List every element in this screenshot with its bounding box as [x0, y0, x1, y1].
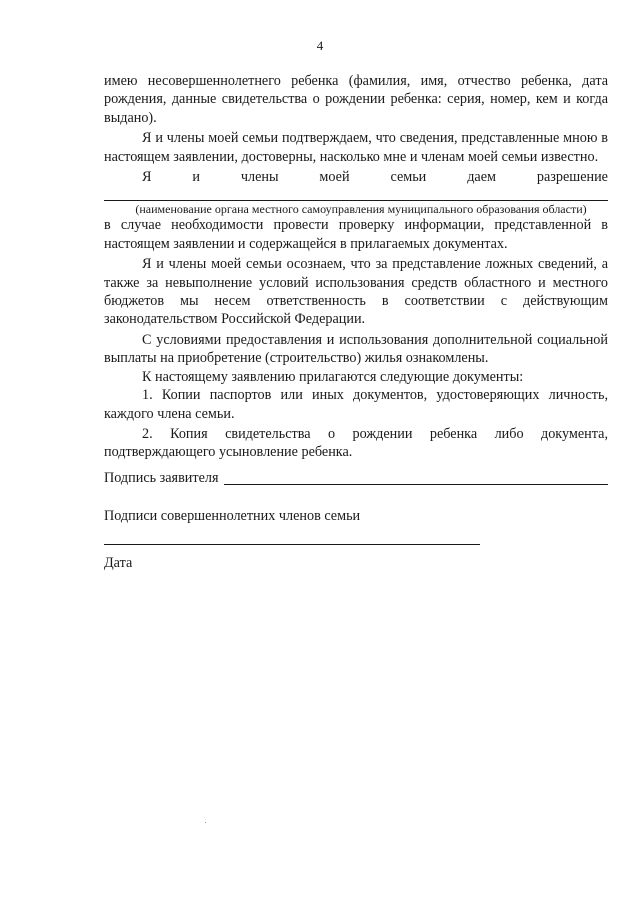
- applicant-signature-line[interactable]: [224, 483, 608, 485]
- permission-word: даем: [467, 169, 496, 186]
- attachment-item-passports: 1. Копии паспортов или иных документов, удостоверяющих личность, каждого члена семьи.: [104, 387, 608, 422]
- attachment-item-birth-certificate: 2. Копия свидетельства о рождении ребенка либо документа, подтверждающего усыновление ребенка.: [104, 425, 608, 461]
- applicant-signature-row: [104, 470, 608, 487]
- scan-speck: [205, 822, 206, 823]
- paragraph-conditions: С условиями предоставления и использования дополнительной социальной выплаты на приобретение (строительство) жилья ознакомлены.: [104, 331, 608, 367]
- members-signature-line[interactable]: [104, 543, 480, 545]
- authority-name-caption: (наименование органа местного самоуправления муниципального образования области): [135, 202, 587, 217]
- paragraph-child-info: имею несовершеннолетнего ребенка (фамилия, имя, отчество ребенка, дата рождения, данные свидетельства о рождении ребенка: серия, номер, кем и когда выдано).: [104, 73, 608, 126]
- paragraph-confirmation: Я и члены моей семьи подтверждаем, что сведения, представленные мною в настоящем заявлении, достоверны, насколько мне и членам моей семьи известно.: [104, 130, 608, 165]
- page-number: 4: [316, 38, 324, 53]
- permission-word: семьи: [390, 169, 427, 186]
- authority-name-line[interactable]: [104, 188, 608, 201]
- permission-word: и: [192, 169, 200, 186]
- paragraph-verification: в случае необходимости провести проверку информации, представленной в настоящем заявлении и содержащейся в прилагаемых документах.: [104, 217, 608, 252]
- members-signature-block: [104, 508, 608, 545]
- members-signature-label: Подписи совершеннолетних членов семьи: [104, 508, 361, 524]
- applicant-signature-label: Подпись заявителя: [104, 470, 219, 486]
- date-field: [104, 555, 132, 572]
- permission-word: моей: [319, 169, 350, 186]
- paragraph-attachments-intro: К настоящему заявлению прилагаются следующие документы:: [142, 368, 524, 385]
- permission-word: разрешение: [536, 169, 608, 186]
- paragraph-responsibility: Я и члены моей семьи осознаем, что за представление ложных сведений, а также за невыполнение условий использования средств областного и местного бюджетов мы несем ответственность в соответствии с действующим законодательством Российской Федерации.: [104, 256, 608, 328]
- date-label: Дата: [104, 555, 133, 571]
- statement-body: [104, 72, 608, 462]
- permission-word: Я: [142, 169, 152, 186]
- permission-word: члены: [240, 169, 279, 186]
- permission-line: [104, 168, 608, 186]
